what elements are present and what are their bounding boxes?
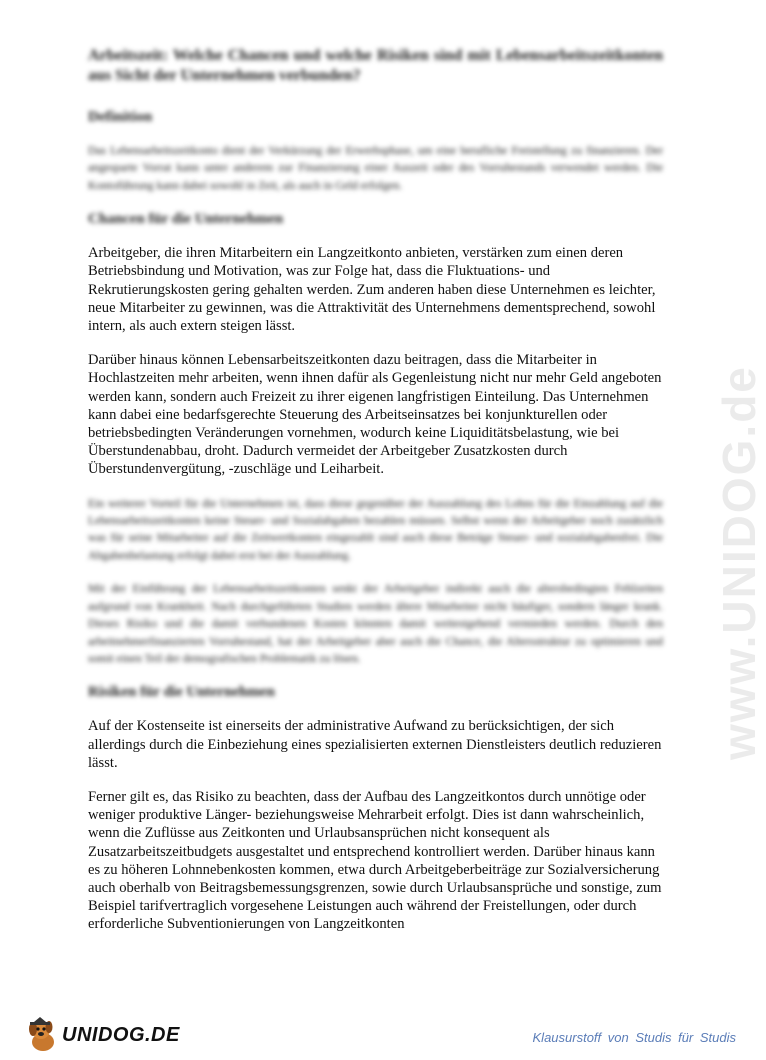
chancen-paragraph-4: Mit der Einführung der Lebensarbeitszeitkonten senkt der Arbeitgeber indirekt auch die altersbedingten Fehlzeiten aufgrund von Krankheit. Nach durchgeführten Studien werden ältere Mitarbeiter nicht häufiger, sondern länger krank. Dieses Risiko und die damit verbundenen Kosten könnten damit weitestgehend vermieden werden. Durch den arbeitnehmerfinanzierten Vorruhestand, hat der Arbeitgeber aber auch die Chance, die Altersstruktur zu optimieren und somit einen Teil der demografischen Problematik zu lösen. (88, 582, 663, 665)
chancen-paragraph-1: Arbeitgeber, die ihren Mitarbeitern ein Langzeitkonto anbieten, verstärken zum einen deren Betriebsbindung und Motivation, was zur Folge hat, dass die Fluktuations- und Rekrutierungskosten gering gehalten werden. Zum anderen haben diese Unternehmen es leichter, neue Mitarbeiter zu gewinnen, was die Attraktivität des Unternehmens dementsprechend, sowohl intern, als auch extern steigen lässt. (88, 245, 656, 335)
dog-mascot-icon (24, 1016, 60, 1054)
section-heading-chancen: Chancen für die Unternehmen (88, 211, 284, 228)
watermark: www.UNIDOG.de (713, 365, 765, 760)
chancen-paragraph-3: Ein weiterer Vorteil für die Unternehmen ist, dass diese gegenüber der Auszahlung des Lohns für die Einzahlung auf die Lebensarbeitszeitkonten keine Steuer- und Sozialabgaben bezahlen müssen. Selbst wenn der Arbeitgeber noch zusätzlich was für seine Mitarbeiter auf die Zeitwertkonten eingezahlt sind auch diese Beträge Steuer- und sozialabgabenfrei. Die Abgabenbelastung erfolgt dabei erst bei der Auszahlung. (88, 496, 663, 562)
document-title: Arbeitszeit: Welche Chancen und welche Risiken sind mit Lebensarbeitszeitkonten aus Sicht der Unternehmen verbunden? (88, 47, 663, 84)
unidog-logo[interactable] (24, 1016, 180, 1054)
document-content (88, 46, 663, 950)
risiken-paragraph-1: Auf der Kostenseite ist einerseits der administrative Aufwand zu berücksichtigen, der sich allerdings durch die Einbeziehung eines spezialisierten externen Dienstleisters deutlich reduzieren lässt. (88, 718, 662, 771)
logo-text: UNIDOG.DE (62, 1023, 180, 1046)
chancen-paragraph-2: Darüber hinaus können Lebensarbeitszeitkonten dazu beitragen, dass die Mitarbeiter in Hochlastzeiten mehr arbeiten, wenn ihnen dafür als Gegenleistung nicht nur mehr Geld angeboten werden kann, sondern auch Freizeit zu ihrer eigenen langfristigen Einteilung. Das Unternehmen kann dabei eine bedarfsgerechte Steuerung des Arbeitseinsatzes bei konjunkturellen oder betriebsbedingten Veränderungen vornehmen, wodurch keine Liquiditätsbelastung, wie bei Überstundenabbau, droht. Dadurch vermeidet der Arbeitgeber Zusatzkosten durch Überstundenvergütung, -zuschläge und Leiharbeit. (88, 352, 662, 478)
section-heading-risiken: Risiken für die Unternehmen (88, 684, 275, 701)
footer-tagline: Klausurstoff von Studis für Studis (532, 1030, 736, 1045)
risiken-paragraph-2: Ferner gilt es, das Risiko zu beachten, dass der Aufbau des Langzeitkontos durch unnötige oder weniger produktive Länger- beziehungsweise Mehrarbeit erfolgt. Dies ist dann wahrscheinlich, wenn die Zuflüsse aus Zeitkonten und Urlaubsansprüchen nicht konsequent als Zusatzarbeitszeitbudgets ausgestaltet und entsprechend kontrolliert werden. Darüber hinaus kann es zu höheren Lohnnebenkosten kommen, etwa durch Arbeitgeberbeiträge zur Sozialversicherung auch oberhalb von Beitragsbemessungsgrenzen, sowie durch Urlaubsansprüche und sonstige, zum Beispiel tarifvertraglich vorgesehene Leistungen auch während der Freistellungen, oder durch erforderliche Subventionierungen von Langzeitkonten (88, 788, 662, 933)
section-heading-definition: Definition (88, 109, 153, 125)
definition-paragraph: Das Lebensarbeitszeitkonto dient der Verkürzung der Erwerbsphase, um eine berufliche Freistellung zu finanzieren. Der angesparte Vorrat kann unter anderem zur Finanzierung einer Auszeit oder des Vorruhestands verwendet werden. Die Kontoführung kann dabei sowohl in Zeit, als auch in Geld erfolgen. (88, 144, 663, 192)
